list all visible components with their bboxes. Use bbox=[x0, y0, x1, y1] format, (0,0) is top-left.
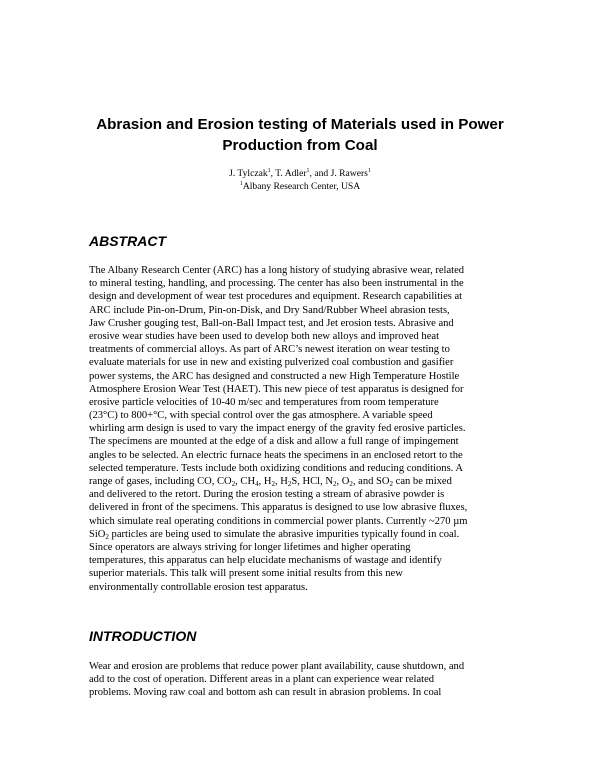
abstract-gas-line bbox=[89, 475, 519, 488]
abstract-line: whirling arm design is used to vary the impact energy of the gravity fed erosive particles. bbox=[89, 423, 466, 435]
abstract-line: selected temperature. Tests include both oxidizing conditions and reducing conditions. A bbox=[89, 462, 463, 474]
affiliation: Albany Research Center, USA bbox=[242, 181, 361, 192]
abstract-line: ARC include Pin-on-Drum, Pin-on-Disk, and Dry Sand/Rubber Wheel abrasion tests, bbox=[89, 304, 450, 316]
abstract-heading: ABSTRACT bbox=[89, 233, 166, 249]
text-run: , H bbox=[274, 476, 288, 487]
abstract-line: power systems, the ARC has designed and constructed a new High Temperature Hostile bbox=[89, 370, 460, 382]
author-affiliation-mark: 1 bbox=[367, 168, 371, 174]
abstract-line: The specimens are mounted at the edge of a disk and allow a full range of impingement bbox=[89, 436, 459, 448]
introduction-line: Wear and erosion are problems that reduce power plant availability, cause shutdown, and bbox=[89, 661, 465, 672]
abstract-sio2-line bbox=[89, 528, 519, 541]
abstract-line: to mineral testing, handling, and processing. The center has also been instrumental in the bbox=[89, 278, 464, 290]
text-run: , H bbox=[258, 476, 272, 487]
affiliation-mark: 1 bbox=[239, 181, 243, 187]
abstract-line: Jaw Crusher gouging test, Ball-on-Ball Impact test, and Jet erosion tests. Abrasive and bbox=[89, 317, 454, 329]
author-separator: , bbox=[270, 168, 276, 179]
abstract-line: erosive particle velocities of 10-40 m/sec and temperatures from room temperature bbox=[89, 396, 439, 408]
abstract-line: Since operators are always striving for longer lifetimes and higher operating bbox=[89, 541, 411, 553]
subscript: 2 bbox=[389, 480, 394, 488]
abstract-line: design and development of wear test procedures and equipment. Research capabilities at bbox=[89, 291, 463, 303]
text-run: particles are being used to simulate the abrasive impurities typically found in coal. bbox=[108, 528, 460, 540]
text-run: can be mixed bbox=[393, 476, 452, 487]
text-run: range of gases, including CO, CO bbox=[89, 476, 232, 487]
abstract-line: The Albany Research Center (ARC) has a long history of studying abrasive wear, related bbox=[89, 265, 465, 276]
subscript: 2 bbox=[287, 480, 292, 488]
author-affiliation-mark: 1 bbox=[306, 168, 310, 174]
author-separator: , and bbox=[309, 168, 331, 179]
text-run: S, HCl, N bbox=[291, 476, 333, 487]
subscript: 2 bbox=[333, 480, 337, 488]
subscript: 2 bbox=[231, 480, 236, 488]
text-run: SiO bbox=[89, 528, 106, 540]
author-affiliation-mark: 1 bbox=[267, 168, 271, 174]
abstract-line: environmentally controllable erosion test apparatus. bbox=[89, 581, 308, 593]
abstract-line: Atmosphere Erosion Wear Test (HAET). This new piece of test apparatus is designed for bbox=[89, 383, 464, 395]
abstract-line: treatments of commercial alloys. As part of ARC’s newest iteration on wear testing to bbox=[89, 344, 450, 356]
text-run: , O bbox=[336, 476, 350, 487]
author-name: J. Rawers bbox=[330, 168, 368, 179]
subscript: 2 bbox=[349, 480, 353, 488]
subscript: 2 bbox=[271, 480, 275, 488]
introduction-paragraph bbox=[89, 660, 519, 700]
text-run: , and SO bbox=[352, 476, 390, 487]
abstract-line: delivered in front of the specimens. This apparatus is designed to use low abrasive fluxes, bbox=[89, 502, 468, 514]
abstract-paragraph bbox=[89, 264, 519, 594]
affiliation-line bbox=[0, 180, 600, 193]
abstract-line: and delivered to the retort. During the erosion testing a stream of abrasive powder is bbox=[89, 489, 445, 501]
text-run: , CH bbox=[235, 476, 256, 487]
author-name: T. Adler bbox=[275, 168, 307, 179]
abstract-line: superior materials. This talk will present some initial results from this new bbox=[89, 568, 403, 580]
introduction-line: add to the cost of operation. Different areas in a plant can experience wear related bbox=[89, 674, 435, 686]
author-line bbox=[0, 167, 600, 180]
paper-title: Abrasion and Erosion testing of Materials used in Power Production from Coal bbox=[96, 116, 504, 154]
subscript: 2 bbox=[105, 532, 109, 541]
subscript: 4 bbox=[255, 480, 259, 488]
abstract-line: temperatures, this apparatus can help elucidate mechanisms of wastage and identify bbox=[89, 555, 442, 567]
introduction-line: problems. Moving raw coal and bottom ash can result in abrasion problems. In coal bbox=[89, 687, 442, 699]
abstract-line: erosive wear studies have been used to develop both new alloys and improved heat bbox=[89, 330, 439, 342]
abstract-line: (23°C) to 800+°C, with special control over the gas atmosphere. A variable speed bbox=[89, 410, 433, 422]
abstract-line: which simulate real operating conditions in commercial power plants. Currently ~270 µm bbox=[89, 515, 468, 527]
author-name: J. Tylczak bbox=[229, 168, 268, 179]
abstract-line: evaluate materials for use in new and existing pulverized coal combustion and gasifier bbox=[89, 357, 454, 369]
introduction-heading: INTRODUCTION bbox=[89, 628, 197, 644]
abstract-line: angles to be selected. An electric furnace heats the specimens in an enclosed retort to the bbox=[89, 449, 463, 461]
